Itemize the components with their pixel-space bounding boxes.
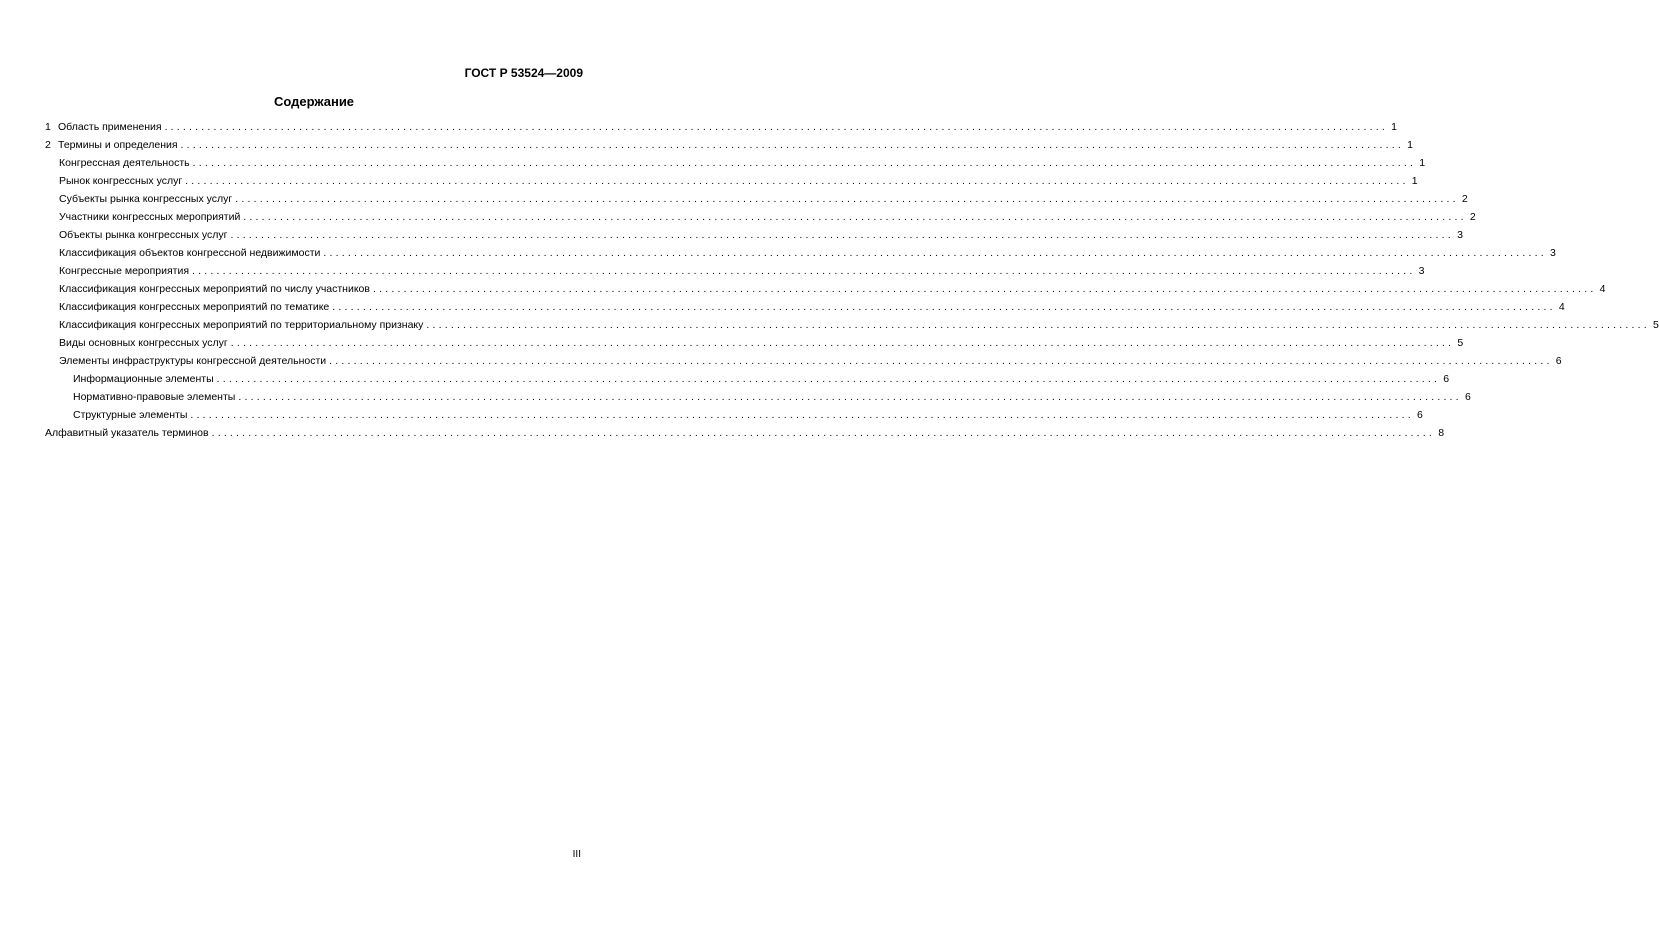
toc-entry-label: Классификация конгрессных мероприятий по территориальному признаку — [59, 319, 424, 331]
toc-leader-dots: ........................................................................................................................................................................................................ — [230, 337, 1455, 349]
toc-entry-label: Нормативно-правовые элементы — [73, 391, 236, 403]
toc-entry-page: 1 — [1407, 139, 1413, 151]
toc-entry-page: 1 — [1419, 157, 1426, 169]
toc-leader-dots: ........................................................................................................................................................................................................ — [426, 319, 1650, 331]
toc-leader-dots: ........................................................................................................................................................................................................ — [332, 301, 1556, 313]
toc-entry-label: Участники конгрессных мероприятий — [59, 211, 241, 223]
toc-entry-page: 6 — [1464, 391, 1471, 403]
page-title: Содержание — [273, 94, 355, 109]
toc-entry[interactable] — [45, 409, 1423, 427]
toc-leader-dots: ........................................................................................................................................................................................................ — [243, 211, 1467, 223]
toc-entry-label: Элементы инфраструктуры конгрессной деятельности — [59, 355, 327, 367]
toc-entry[interactable] — [45, 121, 1398, 139]
toc-entry-page: 5 — [1653, 319, 1659, 331]
toc-entry[interactable] — [45, 301, 1565, 319]
toc-entry-label: Алфавитный указатель терминов — [45, 427, 209, 439]
toc-entry-page: 2 — [1469, 211, 1476, 223]
toc-entry[interactable] — [45, 157, 1426, 175]
toc-entry-number: 1 — [45, 121, 51, 133]
table-of-contents — [45, 121, 1659, 445]
toc-entry-label: Классификация конгрессных мероприятий по тематике — [59, 301, 330, 313]
toc-leader-dots: ........................................................................................................................................................................................................ — [238, 391, 1462, 403]
toc-entry-page: 3 — [1457, 229, 1463, 241]
toc-entry[interactable] — [45, 265, 1425, 283]
toc-entry-page: 3 — [1418, 265, 1425, 277]
toc-leader-dots: ........................................................................................................................................................................................................ — [230, 229, 1454, 241]
toc-entry-label: Конгрессные мероприятия — [59, 265, 190, 277]
toc-entry-label: Термины и определения — [58, 139, 178, 151]
document-header: ГОСТ Р 53524—2009 — [464, 66, 583, 80]
toc-entry[interactable] — [45, 337, 1464, 355]
toc-entry-label: Конгрессная деятельность — [59, 157, 190, 169]
toc-entry-label: Классификация объектов конгрессной недвижимости — [59, 247, 321, 259]
toc-leader-dots: ........................................................................................................................................................................................................ — [192, 157, 1417, 169]
toc-entry-label: Объекты рынка конгрессных услуг — [59, 229, 228, 241]
toc-entry[interactable] — [45, 211, 1476, 229]
toc-entry-page: 1 — [1411, 175, 1418, 187]
toc-leader-dots: ........................................................................................................................................................................................................ — [192, 265, 1416, 277]
toc-entry[interactable] — [45, 229, 1463, 247]
toc-entry-label: Субъекты рынка конгрессных услуг — [59, 193, 233, 205]
toc-entry[interactable] — [45, 373, 1450, 391]
toc-entry[interactable] — [45, 355, 1562, 373]
toc-entry-page: 1 — [1391, 121, 1398, 133]
toc-entry-page: 8 — [1438, 427, 1445, 439]
toc-entry[interactable] — [45, 247, 1556, 265]
toc-leader-dots: ........................................................................................................................................................................................................ — [185, 175, 1409, 187]
toc-entry[interactable] — [45, 391, 1471, 409]
toc-leader-dots: ........................................................................................................................................................................................................ — [372, 283, 1597, 295]
toc-entry-page: 2 — [1461, 193, 1468, 205]
toc-leader-dots: ........................................................................................................................................................................................................ — [216, 373, 1441, 385]
toc-entry-page: 3 — [1549, 247, 1556, 259]
toc-leader-dots: ........................................................................................................................................................................................................ — [211, 427, 1436, 439]
toc-leader-dots: ........................................................................................................................................................................................................ — [235, 193, 1459, 205]
toc-entry-label: Виды основных конгрессных услуг — [59, 337, 228, 349]
toc-entry-number: 2 — [45, 139, 51, 151]
toc-entry-label: Информационные элементы — [73, 373, 214, 385]
toc-entry[interactable] — [45, 175, 1418, 193]
toc-leader-dots: ........................................................................................................................................................................................................ — [190, 409, 1414, 421]
toc-entry-page: 4 — [1599, 283, 1606, 295]
toc-entry[interactable] — [45, 319, 1659, 337]
toc-entry-page: 6 — [1417, 409, 1423, 421]
toc-leader-dots: ........................................................................................................................................................................................................ — [329, 355, 1553, 367]
toc-entry[interactable] — [45, 139, 1413, 157]
toc-entry-page: 5 — [1457, 337, 1464, 349]
toc-entry-label: Область применения — [58, 121, 162, 133]
toc-entry-label: Структурные элементы — [73, 409, 188, 421]
toc-leader-dots: ........................................................................................................................................................................................................ — [323, 247, 1547, 259]
toc-entry-label: Рынок конгрессных услуг — [59, 175, 183, 187]
toc-entry-page: 6 — [1443, 373, 1450, 385]
toc-leader-dots: ........................................................................................................................................................................................................ — [164, 121, 1389, 133]
toc-entry-page: 6 — [1555, 355, 1562, 367]
toc-entry-page: 4 — [1558, 301, 1565, 313]
toc-entry[interactable] — [45, 283, 1606, 301]
page-number: III — [572, 849, 581, 860]
toc-entry-label: Классификация конгрессных мероприятий по числу участников — [59, 283, 370, 295]
toc-leader-dots: ........................................................................................................................................................................................................ — [180, 139, 1404, 151]
toc-entry[interactable] — [45, 193, 1468, 211]
toc-entry[interactable] — [45, 427, 1445, 445]
